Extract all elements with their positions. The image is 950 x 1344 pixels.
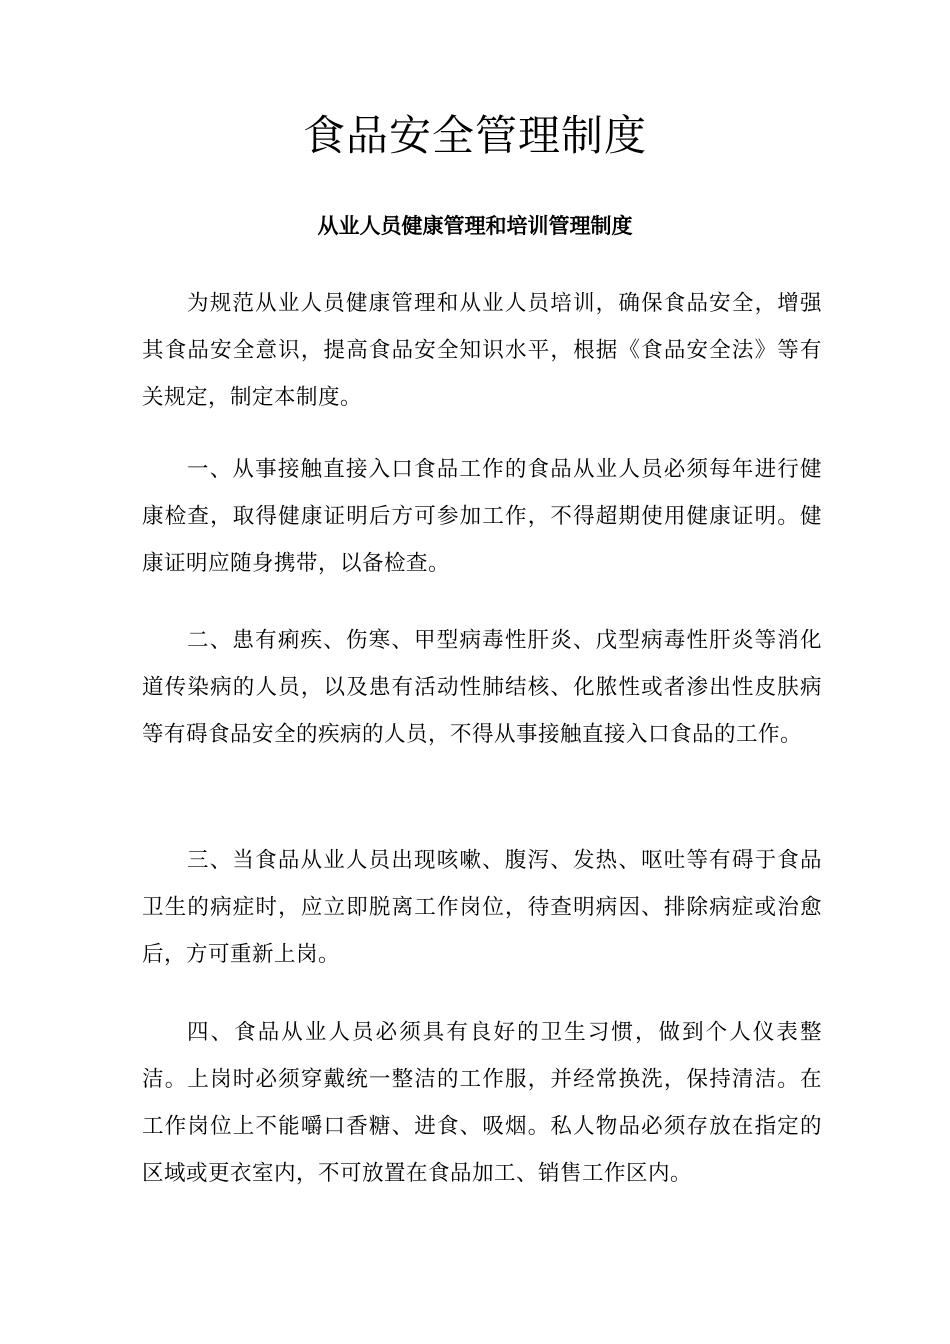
clause-4-paragraph: 四、食品从业人员必须具有良好的卫生习惯，做到个人仪表整洁。上岗时必须穿戴统一整洁的工作服，并经常换洗，保持清洁。在工作岗位上不能嚼口香糖、进食、吸烟。私人物品必须存放在指定的区域或更衣室内，不可放置在食品加工、销售工作区内。 <box>142 1020 822 1186</box>
clause-2-paragraph: 二、患有痢疾、伤寒、甲型病毒性肝炎、戊型病毒性肝炎等消化道传染病的人员，以及患有活动性肺结核、化脓性或者渗出性皮肤病等有碍食品安全的疾病的人员，不得从事接触直接入口食品的工作。 <box>142 628 822 747</box>
clause-3-paragraph: 三、当食品从业人员出现咳嗽、腹泻、发热、呕吐等有碍于食品卫生的病症时，应立即脱离工作岗位，待查明病因、排除病症或治愈后，方可重新上岗。 <box>142 848 822 967</box>
document-subtitle: 从业人员健康管理和培训管理制度 <box>317 213 633 238</box>
intro-paragraph: 为规范从业人员健康管理和从业人员培训，确保食品安全，增强其食品安全意识，提高食品安全知识水平，根据《食品安全法》等有关规定，制定本制度。 <box>142 291 822 410</box>
clause-1-paragraph: 一、从事接触直接入口食品工作的食品从业人员必须每年进行健康检查，取得健康证明后方可参加工作，不得超期使用健康证明。健康证明应随身携带，以备检查。 <box>142 457 822 576</box>
document-title: 食品安全管理制度 <box>302 111 647 160</box>
